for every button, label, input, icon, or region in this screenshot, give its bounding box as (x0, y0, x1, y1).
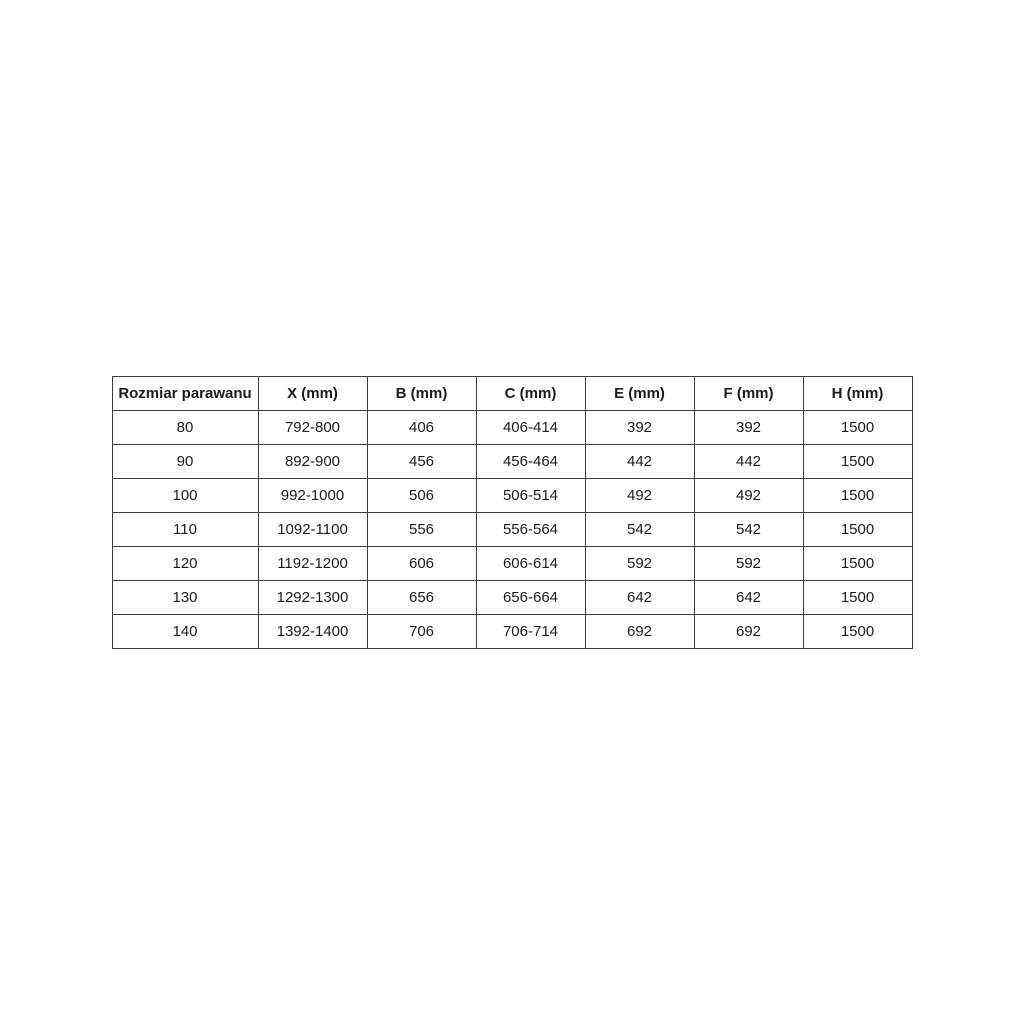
cell-size: 120 (112, 546, 258, 580)
cell-b: 506 (367, 478, 476, 512)
header-rozmiar-parawanu: Rozmiar parawanu (112, 376, 258, 410)
cell-x: 892-900 (258, 444, 367, 478)
cell-c: 606-614 (476, 546, 585, 580)
cell-e: 442 (585, 444, 694, 478)
cell-c: 656-664 (476, 580, 585, 614)
cell-x: 1292-1300 (258, 580, 367, 614)
cell-c: 456-464 (476, 444, 585, 478)
header-c-mm: C (mm) (476, 376, 585, 410)
table-row (112, 444, 912, 478)
header-e-mm: E (mm) (585, 376, 694, 410)
header-row (112, 376, 912, 410)
cell-b: 656 (367, 580, 476, 614)
cell-h: 1500 (803, 580, 912, 614)
cell-size: 110 (112, 512, 258, 546)
size-spec-table (112, 376, 913, 649)
cell-size: 140 (112, 614, 258, 648)
cell-h: 1500 (803, 512, 912, 546)
cell-c: 406-414 (476, 410, 585, 444)
cell-f: 442 (694, 444, 803, 478)
cell-h: 1500 (803, 444, 912, 478)
cell-e: 392 (585, 410, 694, 444)
cell-size: 80 (112, 410, 258, 444)
cell-size: 100 (112, 478, 258, 512)
cell-e: 542 (585, 512, 694, 546)
cell-e: 492 (585, 478, 694, 512)
cell-c: 706-714 (476, 614, 585, 648)
table-row (112, 478, 912, 512)
cell-f: 592 (694, 546, 803, 580)
cell-h: 1500 (803, 614, 912, 648)
cell-b: 456 (367, 444, 476, 478)
table-row (112, 546, 912, 580)
cell-h: 1500 (803, 546, 912, 580)
cell-c: 506-514 (476, 478, 585, 512)
cell-size: 130 (112, 580, 258, 614)
cell-f: 392 (694, 410, 803, 444)
table-row (112, 410, 912, 444)
table-row (112, 614, 912, 648)
cell-x: 1192-1200 (258, 546, 367, 580)
cell-e: 592 (585, 546, 694, 580)
header-h-mm: H (mm) (803, 376, 912, 410)
cell-x: 1092-1100 (258, 512, 367, 546)
cell-f: 492 (694, 478, 803, 512)
cell-x: 792-800 (258, 410, 367, 444)
cell-f: 642 (694, 580, 803, 614)
cell-h: 1500 (803, 478, 912, 512)
table-row (112, 580, 912, 614)
cell-e: 642 (585, 580, 694, 614)
cell-b: 406 (367, 410, 476, 444)
table-row (112, 512, 912, 546)
cell-e: 692 (585, 614, 694, 648)
header-f-mm: F (mm) (694, 376, 803, 410)
cell-b: 606 (367, 546, 476, 580)
cell-f: 542 (694, 512, 803, 546)
cell-f: 692 (694, 614, 803, 648)
cell-b: 556 (367, 512, 476, 546)
cell-size: 90 (112, 444, 258, 478)
cell-x: 992-1000 (258, 478, 367, 512)
cell-h: 1500 (803, 410, 912, 444)
cell-b: 706 (367, 614, 476, 648)
cell-x: 1392-1400 (258, 614, 367, 648)
header-x-mm: X (mm) (258, 376, 367, 410)
header-b-mm: B (mm) (367, 376, 476, 410)
cell-c: 556-564 (476, 512, 585, 546)
